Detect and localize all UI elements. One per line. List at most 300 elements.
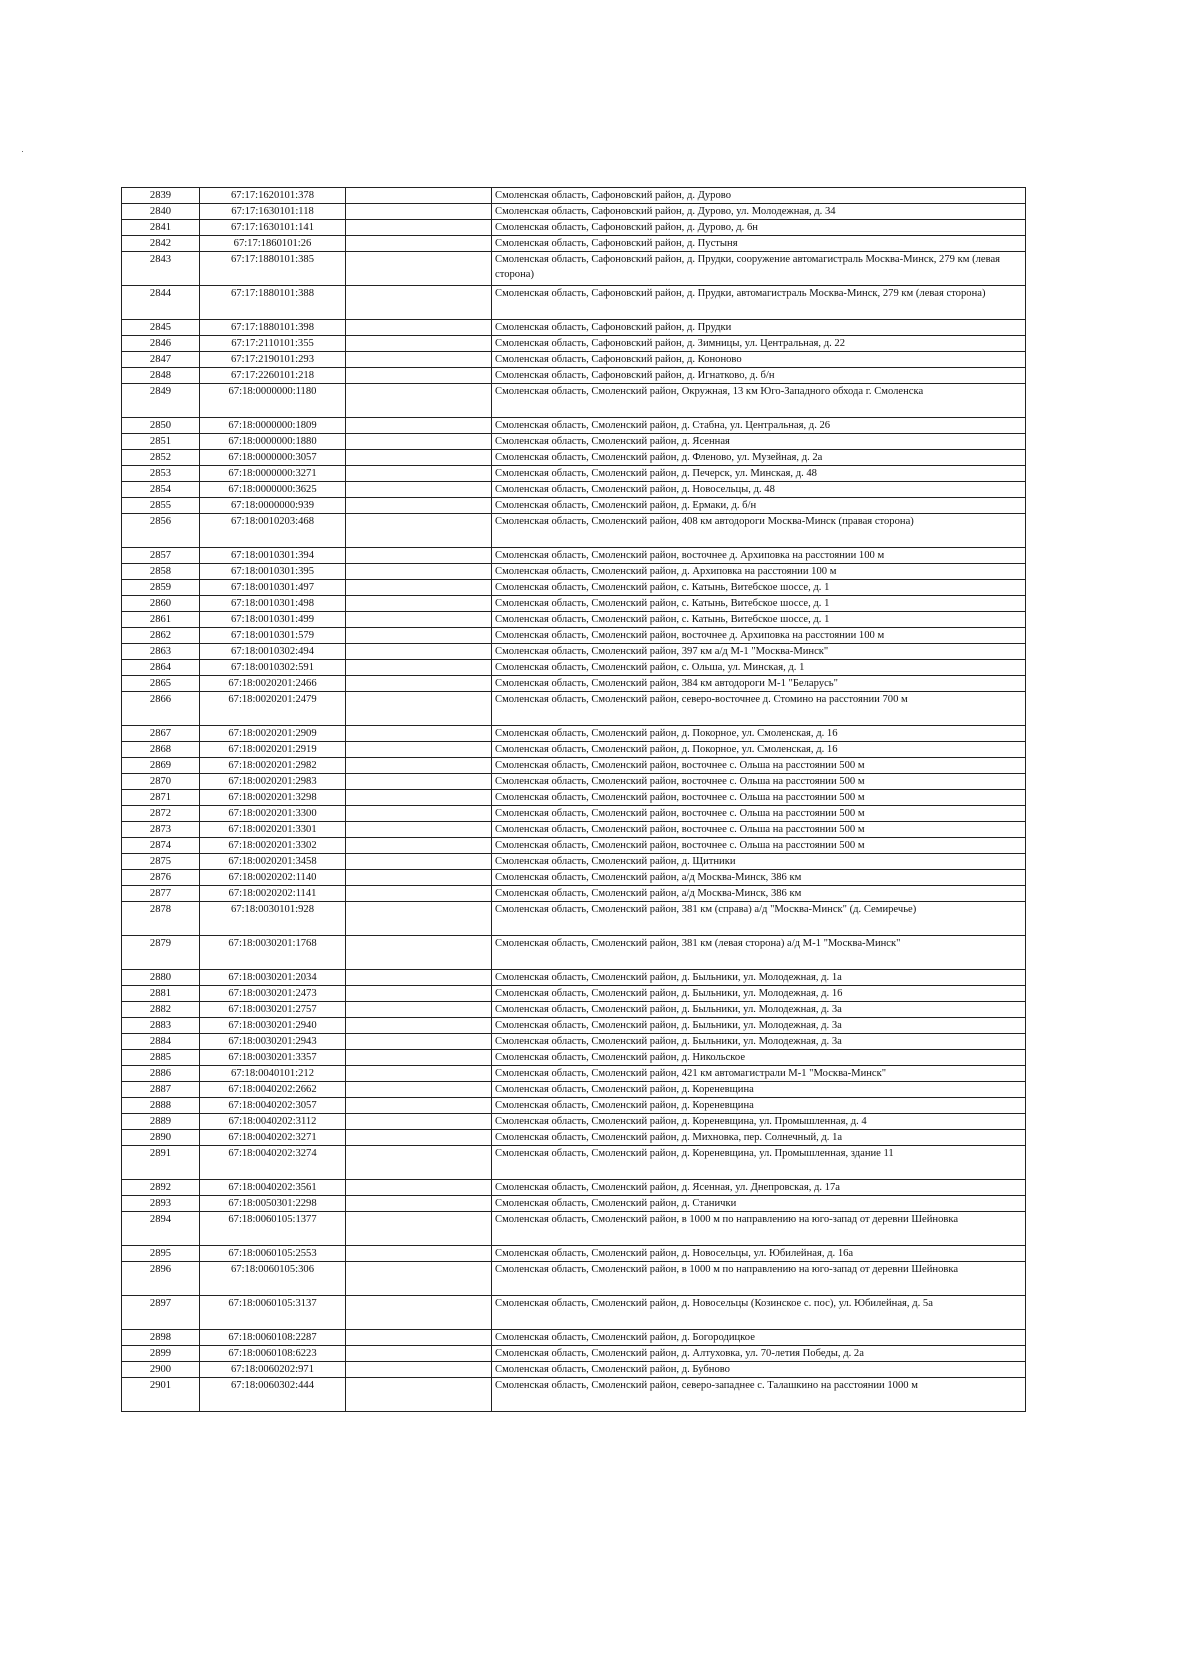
cadastral-number-cell: 67:18:0020202:1141 [200,886,346,902]
row-number-cell: 2847 [122,352,200,368]
cadastral-number-cell: 67:18:0010302:494 [200,644,346,660]
table-row [122,384,1026,418]
table-row [122,1066,1026,1082]
cadastral-number-cell: 67:18:0020201:2479 [200,692,346,726]
row-number-cell: 2840 [122,204,200,220]
row-number-cell: 2886 [122,1066,200,1082]
address-cell: Смоленская область, Сафоновский район, д. Зимницы, ул. Центральная, д. 22 [492,336,1026,352]
row-number-cell: 2852 [122,450,200,466]
empty-cell [346,1082,492,1098]
empty-cell [346,1330,492,1346]
cadastral-number-cell: 67:18:0040202:3057 [200,1098,346,1114]
empty-cell [346,320,492,336]
row-number-cell: 2900 [122,1362,200,1378]
cadastral-number-cell: 67:18:0040202:3561 [200,1180,346,1196]
address-cell: Смоленская область, Сафоновский район, д. Прудки, автомагистраль Москва-Минск, 279 км (левая сторона) [492,286,1026,320]
table-row [122,692,1026,726]
row-number-cell: 2843 [122,252,200,286]
table-row [122,806,1026,822]
table-row [122,660,1026,676]
cadastral-number-cell: 67:18:0030101:928 [200,902,346,936]
address-cell: Смоленская область, Смоленский район, в 1000 м по направлению на юго-запад от деревни Шейновка [492,1212,1026,1246]
table-row [122,188,1026,204]
address-cell: Смоленская область, Смоленский район, д. Новосельцы (Козинское с. пос), ул. Юбилейная, д. 5а [492,1296,1026,1330]
row-number-cell: 2848 [122,368,200,384]
empty-cell [346,1196,492,1212]
address-cell: Смоленская область, Смоленский район, а/д Москва-Минск, 386 км [492,886,1026,902]
address-cell: Смоленская область, Смоленский район, восточнее с. Ольша на расстоянии 500 м [492,758,1026,774]
empty-cell [346,336,492,352]
row-number-cell: 2859 [122,580,200,596]
cadastral-number-cell: 67:18:0000000:939 [200,498,346,514]
address-cell: Смоленская область, Смоленский район, д. Кореневщина [492,1098,1026,1114]
row-number-cell: 2856 [122,514,200,548]
address-cell: Смоленская область, Сафоновский район, д. Пустыня [492,236,1026,252]
address-cell: Смоленская область, Сафоновский район, д. Дурово, ул. Молодежная, д. 34 [492,204,1026,220]
empty-cell [346,774,492,790]
empty-cell [346,628,492,644]
row-number-cell: 2855 [122,498,200,514]
cadastral-number-cell: 67:18:0030201:2943 [200,1034,346,1050]
address-cell: Смоленская область, Смоленский район, в 1000 м по направлению на юго-запад от деревни Шейновка [492,1262,1026,1296]
address-cell: Смоленская область, Смоленский район, а/д Москва-Минск, 386 км [492,870,1026,886]
address-cell: Смоленская область, Смоленский район, д. Быльники, ул. Молодежная, д. 3а [492,1002,1026,1018]
address-cell: Смоленская область, Смоленский район, д. Новосельцы, ул. Юбилейная, д. 16а [492,1246,1026,1262]
empty-cell [346,1018,492,1034]
row-number-cell: 2857 [122,548,200,564]
empty-cell [346,1246,492,1262]
address-cell: Смоленская область, Смоленский район, д. Архиповка на расстоянии 100 м [492,564,1026,580]
empty-cell [346,1002,492,1018]
cadastral-number-cell: 67:18:0010301:498 [200,596,346,612]
cadastral-number-cell: 67:18:0020201:3298 [200,790,346,806]
row-number-cell: 2845 [122,320,200,336]
cadastral-number-cell: 67:18:0060108:6223 [200,1346,346,1362]
cadastral-number-cell: 67:18:0030201:2757 [200,1002,346,1018]
empty-cell [346,1362,492,1378]
table-row [122,564,1026,580]
cadastral-number-cell: 67:18:0060108:2287 [200,1330,346,1346]
row-number-cell: 2860 [122,596,200,612]
cadastral-number-cell: 67:18:0010301:394 [200,548,346,564]
property-registry-table [121,187,1026,1412]
empty-cell [346,1180,492,1196]
address-cell: Смоленская область, Смоленский район, д. Богородицкое [492,1330,1026,1346]
table-row [122,1346,1026,1362]
table-row [122,1002,1026,1018]
cadastral-number-cell: 67:17:1880101:398 [200,320,346,336]
table-row [122,1018,1026,1034]
table-row [122,204,1026,220]
cadastral-number-cell: 67:18:0000000:3271 [200,466,346,482]
row-number-cell: 2871 [122,790,200,806]
cadastral-number-cell: 67:18:0020201:2983 [200,774,346,790]
empty-cell [346,450,492,466]
table-row [122,854,1026,870]
row-number-cell: 2893 [122,1196,200,1212]
address-cell: Смоленская область, Смоленский район, д. Михновка, пер. Солнечный, д. 1а [492,1130,1026,1146]
address-cell: Смоленская область, Смоленский район, д. Щитники [492,854,1026,870]
table-row [122,1296,1026,1330]
row-number-cell: 2901 [122,1378,200,1412]
empty-cell [346,236,492,252]
row-number-cell: 2872 [122,806,200,822]
empty-cell [346,384,492,418]
row-number-cell: 2899 [122,1346,200,1362]
table-row [122,434,1026,450]
address-cell: Смоленская область, Смоленский район, д. Печерск, ул. Минская, д. 48 [492,466,1026,482]
table-row [122,612,1026,628]
cadastral-number-cell: 67:17:1860101:26 [200,236,346,252]
scan-speck [22,151,23,152]
address-cell: Смоленская область, Смоленский район, д. Быльники, ул. Молодежная, д. 1а [492,970,1026,986]
cadastral-number-cell: 67:18:0030201:2473 [200,986,346,1002]
empty-cell [346,466,492,482]
cadastral-number-cell: 67:18:0010301:395 [200,564,346,580]
address-cell: Смоленская область, Смоленский район, д. Новосельцы, д. 48 [492,482,1026,498]
table-row [122,352,1026,368]
address-cell: Смоленская область, Смоленский район, Окружная, 13 км Юго-Западного обхода г. Смоленска [492,384,1026,418]
cadastral-number-cell: 67:18:0020201:3300 [200,806,346,822]
table-row [122,1330,1026,1346]
cadastral-number-cell: 67:17:2110101:355 [200,336,346,352]
row-number-cell: 2896 [122,1262,200,1296]
empty-cell [346,1050,492,1066]
row-number-cell: 2862 [122,628,200,644]
registry-table-body [122,188,1026,1412]
row-number-cell: 2873 [122,822,200,838]
cadastral-number-cell: 67:18:0040202:2662 [200,1082,346,1098]
row-number-cell: 2868 [122,742,200,758]
row-number-cell: 2864 [122,660,200,676]
empty-cell [346,870,492,886]
address-cell: Смоленская область, Смоленский район, д. Фленово, ул. Музейная, д. 2а [492,450,1026,466]
address-cell: Смоленская область, Смоленский район, восточнее д. Архиповка на расстоянии 100 м [492,628,1026,644]
table-row [122,1082,1026,1098]
cadastral-number-cell: 67:18:0010301:499 [200,612,346,628]
empty-cell [346,692,492,726]
address-cell: Смоленская область, Смоленский район, 381 км (левая сторона) а/д М-1 "Москва-Минск" [492,936,1026,970]
table-row [122,1246,1026,1262]
cadastral-number-cell: 67:18:0030201:1768 [200,936,346,970]
table-row [122,1146,1026,1180]
table-row [122,1034,1026,1050]
row-number-cell: 2865 [122,676,200,692]
row-number-cell: 2897 [122,1296,200,1330]
row-number-cell: 2839 [122,188,200,204]
empty-cell [346,1098,492,1114]
empty-cell [346,1034,492,1050]
table-row [122,1212,1026,1246]
cadastral-number-cell: 67:18:0010203:468 [200,514,346,548]
empty-cell [346,854,492,870]
address-cell: Смоленская область, Сафоновский район, д. Прудки, сооружение автомагистраль Москва-Минск, 279 км (левая сторона) [492,252,1026,286]
row-number-cell: 2880 [122,970,200,986]
cadastral-number-cell: 67:18:0030201:2940 [200,1018,346,1034]
cadastral-number-cell: 67:17:1630101:118 [200,204,346,220]
empty-cell [346,1130,492,1146]
cadastral-number-cell: 67:18:0030201:2034 [200,970,346,986]
empty-cell [346,936,492,970]
row-number-cell: 2863 [122,644,200,660]
address-cell: Смоленская область, Смоленский район, с. Ольша, ул. Минская, д. 1 [492,660,1026,676]
address-cell: Смоленская область, Сафоновский район, д. Прудки [492,320,1026,336]
row-number-cell: 2887 [122,1082,200,1098]
table-row [122,368,1026,384]
address-cell: Смоленская область, Смоленский район, д. Кореневщина [492,1082,1026,1098]
empty-cell [346,806,492,822]
cadastral-number-cell: 67:17:1630101:141 [200,220,346,236]
row-number-cell: 2867 [122,726,200,742]
address-cell: Смоленская область, Смоленский район, д. Кореневщина, ул. Промышленная, д. 4 [492,1114,1026,1130]
table-row [122,336,1026,352]
cadastral-number-cell: 67:18:0010301:579 [200,628,346,644]
row-number-cell: 2877 [122,886,200,902]
empty-cell [346,1212,492,1246]
address-cell: Смоленская область, Смоленский район, д. Бубново [492,1362,1026,1378]
address-cell: Смоленская область, Смоленский район, 384 км автодороги М-1 "Беларусь" [492,676,1026,692]
address-cell: Смоленская область, Смоленский район, д. Кореневщина, ул. Промышленная, здание 11 [492,1146,1026,1180]
empty-cell [346,352,492,368]
table-row [122,418,1026,434]
table-row [122,774,1026,790]
cadastral-number-cell: 67:17:2260101:218 [200,368,346,384]
address-cell: Смоленская область, Смоленский район, д. Стабна, ул. Центральная, д. 26 [492,418,1026,434]
cadastral-number-cell: 67:18:0000000:3057 [200,450,346,466]
table-row [122,986,1026,1002]
address-cell: Смоленская область, Смоленский район, д. Станички [492,1196,1026,1212]
table-row [122,870,1026,886]
cadastral-number-cell: 67:18:0040202:3274 [200,1146,346,1180]
address-cell: Смоленская область, Смоленский район, д. Ермаки, д. б/н [492,498,1026,514]
row-number-cell: 2841 [122,220,200,236]
cadastral-number-cell: 67:18:0020201:2909 [200,726,346,742]
table-row [122,1262,1026,1296]
empty-cell [346,790,492,806]
table-row [122,514,1026,548]
address-cell: Смоленская область, Смоленский район, восточнее с. Ольша на расстоянии 500 м [492,774,1026,790]
empty-cell [346,758,492,774]
empty-cell [346,548,492,564]
empty-cell [346,564,492,580]
empty-cell [346,1114,492,1130]
table-row [122,886,1026,902]
cadastral-number-cell: 67:17:1880101:385 [200,252,346,286]
address-cell: Смоленская область, Смоленский район, с. Катынь, Витебское шоссе, д. 1 [492,596,1026,612]
cadastral-number-cell: 67:18:0010302:591 [200,660,346,676]
address-cell: Смоленская область, Сафоновский район, д. Дурово [492,188,1026,204]
cadastral-number-cell: 67:17:1880101:388 [200,286,346,320]
table-row [122,1180,1026,1196]
empty-cell [346,286,492,320]
address-cell: Смоленская область, Смоленский район, северо-восточнее д. Стомино на расстоянии 700 м [492,692,1026,726]
row-number-cell: 2866 [122,692,200,726]
row-number-cell: 2876 [122,870,200,886]
cadastral-number-cell: 67:18:0040202:3271 [200,1130,346,1146]
table-row [122,236,1026,252]
empty-cell [346,188,492,204]
empty-cell [346,514,492,548]
table-row [122,1196,1026,1212]
cadastral-number-cell: 67:18:0000000:3625 [200,482,346,498]
row-number-cell: 2894 [122,1212,200,1246]
address-cell: Смоленская область, Смоленский район, восточнее с. Ольша на расстоянии 500 м [492,838,1026,854]
cadastral-number-cell: 67:18:0020201:3302 [200,838,346,854]
cadastral-number-cell: 67:18:0060302:444 [200,1378,346,1412]
empty-cell [346,644,492,660]
empty-cell [346,970,492,986]
cadastral-number-cell: 67:18:0030201:3357 [200,1050,346,1066]
table-row [122,1378,1026,1412]
row-number-cell: 2851 [122,434,200,450]
table-row [122,758,1026,774]
cadastral-number-cell: 67:18:0020201:2919 [200,742,346,758]
cadastral-number-cell: 67:18:0050301:2298 [200,1196,346,1212]
empty-cell [346,482,492,498]
empty-cell [346,742,492,758]
table-row [122,822,1026,838]
address-cell: Смоленская область, Смоленский район, северо-западнее с. Талашкино на расстоянии 1000 м [492,1378,1026,1412]
row-number-cell: 2879 [122,936,200,970]
row-number-cell: 2891 [122,1146,200,1180]
row-number-cell: 2890 [122,1130,200,1146]
address-cell: Смоленская область, Смоленский район, д. Быльники, ул. Молодежная, д. 16 [492,986,1026,1002]
address-cell: Смоленская область, Смоленский район, д. Ясенная, ул. Днепровская, д. 17а [492,1180,1026,1196]
table-row [122,320,1026,336]
address-cell: Смоленская область, Смоленский район, восточнее с. Ольша на расстоянии 500 м [492,806,1026,822]
empty-cell [346,1378,492,1412]
row-number-cell: 2881 [122,986,200,1002]
address-cell: Смоленская область, Смоленский район, д. Никольское [492,1050,1026,1066]
table-row [122,482,1026,498]
cadastral-number-cell: 67:18:0000000:1809 [200,418,346,434]
table-row [122,644,1026,660]
cadastral-number-cell: 67:18:0020201:3301 [200,822,346,838]
empty-cell [346,498,492,514]
empty-cell [346,1346,492,1362]
row-number-cell: 2844 [122,286,200,320]
row-number-cell: 2882 [122,1002,200,1018]
empty-cell [346,252,492,286]
table-row [122,726,1026,742]
address-cell: Смоленская область, Смоленский район, 408 км автодороги Москва-Минск (правая сторона) [492,514,1026,548]
address-cell: Смоленская область, Сафоновский район, д. Игнатково, д. б/н [492,368,1026,384]
row-number-cell: 2853 [122,466,200,482]
empty-cell [346,1262,492,1296]
table-row [122,936,1026,970]
address-cell: Смоленская область, Смоленский район, восточнее с. Ольша на расстоянии 500 м [492,790,1026,806]
empty-cell [346,220,492,236]
row-number-cell: 2888 [122,1098,200,1114]
row-number-cell: 2878 [122,902,200,936]
address-cell: Смоленская область, Смоленский район, д. Покорное, ул. Смоленская, д. 16 [492,726,1026,742]
empty-cell [346,660,492,676]
row-number-cell: 2892 [122,1180,200,1196]
cadastral-number-cell: 67:18:0040202:3112 [200,1114,346,1130]
address-cell: Смоленская область, Смоленский район, 421 км автомагистрали М-1 "Москва-Минск" [492,1066,1026,1082]
table-row [122,548,1026,564]
empty-cell [346,368,492,384]
table-row [122,466,1026,482]
cadastral-number-cell: 67:18:0020202:1140 [200,870,346,886]
row-number-cell: 2889 [122,1114,200,1130]
row-number-cell: 2870 [122,774,200,790]
table-row [122,628,1026,644]
row-number-cell: 2861 [122,612,200,628]
empty-cell [346,580,492,596]
table-row [122,742,1026,758]
address-cell: Смоленская область, Смоленский район, д. Алтуховка, ул. 70-летия Победы, д. 2а [492,1346,1026,1362]
table-row [122,498,1026,514]
address-cell: Смоленская область, Сафоновский район, д. Кононово [492,352,1026,368]
table-row [122,1098,1026,1114]
row-number-cell: 2875 [122,854,200,870]
empty-cell [346,1146,492,1180]
empty-cell [346,886,492,902]
cadastral-number-cell: 67:17:2190101:293 [200,352,346,368]
table-row [122,1362,1026,1378]
table-row [122,970,1026,986]
empty-cell [346,612,492,628]
row-number-cell: 2842 [122,236,200,252]
address-cell: Смоленская область, Смоленский район, д. Ясенная [492,434,1026,450]
address-cell: Смоленская область, Смоленский район, восточнее д. Архиповка на расстоянии 100 м [492,548,1026,564]
empty-cell [346,434,492,450]
address-cell: Смоленская область, Сафоновский район, д. Дурово, д. 6н [492,220,1026,236]
cadastral-number-cell: 67:18:0010301:497 [200,580,346,596]
empty-cell [346,822,492,838]
empty-cell [346,204,492,220]
cadastral-number-cell: 67:18:0060202:971 [200,1362,346,1378]
row-number-cell: 2874 [122,838,200,854]
cadastral-number-cell: 67:18:0020201:2466 [200,676,346,692]
table-row [122,450,1026,466]
table-row [122,1114,1026,1130]
table-row [122,580,1026,596]
row-number-cell: 2858 [122,564,200,580]
empty-cell [346,726,492,742]
table-row [122,596,1026,612]
empty-cell [346,596,492,612]
empty-cell [346,838,492,854]
cadastral-number-cell: 67:18:0060105:1377 [200,1212,346,1246]
cadastral-number-cell: 67:18:0020201:3458 [200,854,346,870]
table-row [122,790,1026,806]
cadastral-number-cell: 67:18:0060105:2553 [200,1246,346,1262]
table-row [122,1050,1026,1066]
empty-cell [346,1296,492,1330]
address-cell: Смоленская область, Смоленский район, с. Катынь, Витебское шоссе, д. 1 [492,612,1026,628]
empty-cell [346,986,492,1002]
row-number-cell: 2850 [122,418,200,434]
table-row [122,220,1026,236]
table-row [122,286,1026,320]
row-number-cell: 2883 [122,1018,200,1034]
table-row [122,838,1026,854]
address-cell: Смоленская область, Смоленский район, д. Быльники, ул. Молодежная, д. 3а [492,1034,1026,1050]
cadastral-number-cell: 67:17:1620101:378 [200,188,346,204]
empty-cell [346,1066,492,1082]
row-number-cell: 2885 [122,1050,200,1066]
table-row [122,252,1026,286]
address-cell: Смоленская область, Смоленский район, д. Быльники, ул. Молодежная, д. 3а [492,1018,1026,1034]
row-number-cell: 2895 [122,1246,200,1262]
row-number-cell: 2898 [122,1330,200,1346]
address-cell: Смоленская область, Смоленский район, 381 км (справа) а/д "Москва-Минск" (д. Семиречье) [492,902,1026,936]
cadastral-number-cell: 67:18:0020201:2982 [200,758,346,774]
cadastral-number-cell: 67:18:0000000:1880 [200,434,346,450]
cadastral-number-cell: 67:18:0040101:212 [200,1066,346,1082]
